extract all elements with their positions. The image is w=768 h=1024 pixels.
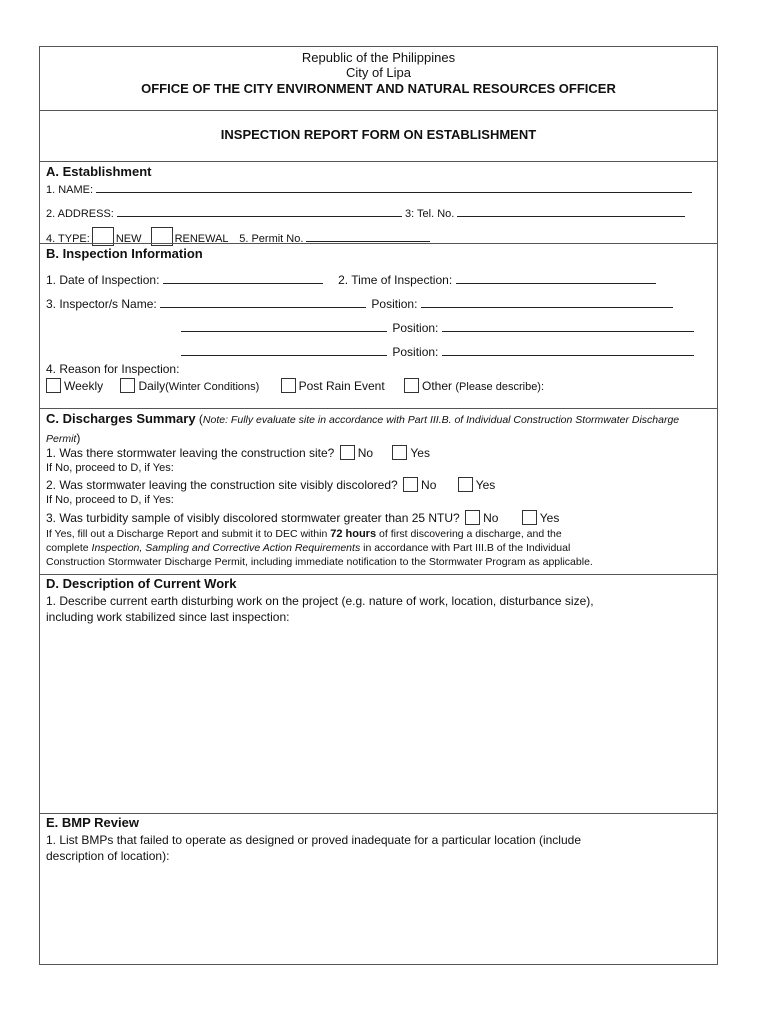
daily-note: (Winter Conditions) <box>165 381 260 393</box>
address-field[interactable] <box>117 206 402 217</box>
no-label: No <box>483 511 499 525</box>
position-field[interactable] <box>421 297 673 308</box>
address-label: 2. ADDRESS: <box>46 208 114 220</box>
section-c-header <box>46 410 711 448</box>
inspector-row-3 <box>181 345 694 359</box>
republic-text: Republic of the Philippines <box>301 50 456 65</box>
section-c-heading: C. Discharges Summary <box>46 411 196 426</box>
section-d-heading: D. Description of Current Work <box>46 576 237 591</box>
renewal-label: RENEWAL <box>174 233 229 245</box>
if-no-text: If No, proceed to D, if Yes: <box>46 494 174 506</box>
inspector-name-field[interactable] <box>160 297 366 308</box>
q2-yes-checkbox[interactable] <box>458 477 473 492</box>
section-a-heading: A. Establishment <box>46 164 152 179</box>
divider <box>40 110 717 111</box>
type-label: 4. TYPE: <box>46 233 90 245</box>
no-label: No <box>357 446 374 460</box>
divider <box>40 813 717 814</box>
item-text: including work stabilized since last inspection: <box>46 610 290 624</box>
question-1-text: 1. Was there stormwater leaving the construction site? <box>46 446 335 460</box>
note-close: ) <box>76 431 81 445</box>
yes-label: Yes <box>539 511 560 525</box>
yes-note-italic: Inspection, Sampling and Corrective Action Requirements <box>91 542 361 554</box>
post-rain-checkbox[interactable] <box>281 378 296 393</box>
question-2 <box>46 477 495 492</box>
position-label: Position: <box>392 345 439 359</box>
name-field[interactable] <box>96 182 692 193</box>
inspector-name-field[interactable] <box>181 345 387 356</box>
item-text: 1. Describe current earth disturbing work on the project (e.g. nature of work, location, disturbance size), <box>46 594 594 608</box>
divider <box>40 574 717 575</box>
current-work-area[interactable] <box>40 629 717 811</box>
yes-note-text: complete <box>46 542 89 554</box>
position-field[interactable] <box>442 345 694 356</box>
question-2-text: 2. Was stormwater leaving the construction site visibly discolored? <box>46 478 398 492</box>
divider <box>40 408 717 409</box>
post-rain-label: Post Rain Event <box>298 379 385 393</box>
item-text: description of location): <box>46 849 170 863</box>
office-title: OFFICE OF THE CITY ENVIRONMENT AND NATURAL RESOURCES OFFICER <box>141 81 616 96</box>
position-field[interactable] <box>442 321 694 332</box>
permit-field[interactable] <box>306 231 430 242</box>
city-text: City of Lipa <box>345 65 412 80</box>
date-row <box>46 273 656 287</box>
inspector-row-1 <box>46 297 673 311</box>
q1-yes-checkbox[interactable] <box>392 445 407 460</box>
yes-instructions <box>46 527 593 569</box>
permit-label: 5. Permit No. <box>239 233 304 245</box>
if-no-text: If No, proceed to D, if Yes: <box>46 462 174 474</box>
inspection-form <box>39 46 718 965</box>
position-label: Position: <box>371 297 418 311</box>
divider <box>40 243 717 244</box>
daily-label: Daily <box>138 379 166 393</box>
date-field[interactable] <box>163 273 323 284</box>
daily-checkbox[interactable] <box>120 378 135 393</box>
other-note: (Please describe): <box>455 381 545 393</box>
note-open: ( <box>198 412 203 426</box>
item-text: 1. List BMPs that failed to operate as designed or proved inadequate for a particular location (include <box>46 833 581 847</box>
yes-instructions-line-3: Construction Stormwater Discharge Permit, including immediate notification to the Stormwater Program as applicable. <box>46 556 593 568</box>
bmp-review-area[interactable] <box>40 867 717 962</box>
question-1 <box>46 445 430 460</box>
yes-instructions-line-1 <box>46 527 593 541</box>
inspector-row-2 <box>181 321 694 335</box>
name-label: 1. NAME: <box>46 184 94 196</box>
reason-options <box>46 378 544 393</box>
q1-no-checkbox[interactable] <box>340 445 355 460</box>
yes-note-text: in accordance with Part III.B of the Individual <box>363 542 571 554</box>
date-label: 1. Date of Inspection: <box>46 273 160 287</box>
form-header <box>40 50 717 97</box>
reason-label: 4. Reason for Inspection: <box>46 362 180 376</box>
inspector-label: 3. Inspector/s Name: <box>46 297 157 311</box>
section-d-item-1 <box>46 593 594 625</box>
time-label: 2. Time of Inspection: <box>338 273 453 287</box>
other-checkbox[interactable] <box>404 378 419 393</box>
new-label: NEW <box>115 233 142 245</box>
no-label: No <box>421 478 437 492</box>
section-c-note: Note: Fully evaluate site in accordance with Part III.B. of Individual Construction Stormwater Discharge Permit <box>46 414 680 445</box>
section-e-item-1 <box>46 832 581 864</box>
q3-no-checkbox[interactable] <box>465 510 480 525</box>
position-label: Position: <box>392 321 439 335</box>
section-b-heading: B. Inspection Information <box>46 246 203 261</box>
address-row <box>46 206 685 220</box>
yes-note-text: If Yes, fill out a Discharge Report and submit it to DEC within <box>46 528 328 540</box>
yes-label: Yes <box>475 478 496 492</box>
section-e-heading: E. BMP Review <box>46 815 139 830</box>
yes-label: Yes <box>410 446 430 460</box>
question-3-text: 3. Was turbidity sample of visibly discolored stormwater greater than 25 NTU? <box>46 511 460 525</box>
divider <box>40 161 717 162</box>
question-3 <box>46 510 559 525</box>
time-field[interactable] <box>456 273 656 284</box>
q3-yes-checkbox[interactable] <box>522 510 537 525</box>
weekly-checkbox[interactable] <box>46 378 61 393</box>
weekly-label: Weekly <box>64 379 104 393</box>
yes-instructions-line-2 <box>46 541 593 555</box>
other-label: Other <box>422 379 453 393</box>
name-row <box>46 182 692 196</box>
inspector-name-field[interactable] <box>181 321 387 332</box>
yes-note-text: of first discovering a discharge, and the <box>379 528 562 540</box>
yes-note-bold: 72 hours <box>330 528 377 540</box>
q2-no-checkbox[interactable] <box>403 477 418 492</box>
tel-label: 3: Tel. No. <box>404 208 455 220</box>
form-title: INSPECTION REPORT FORM ON ESTABLISHMENT <box>220 127 537 142</box>
tel-field[interactable] <box>457 206 685 217</box>
